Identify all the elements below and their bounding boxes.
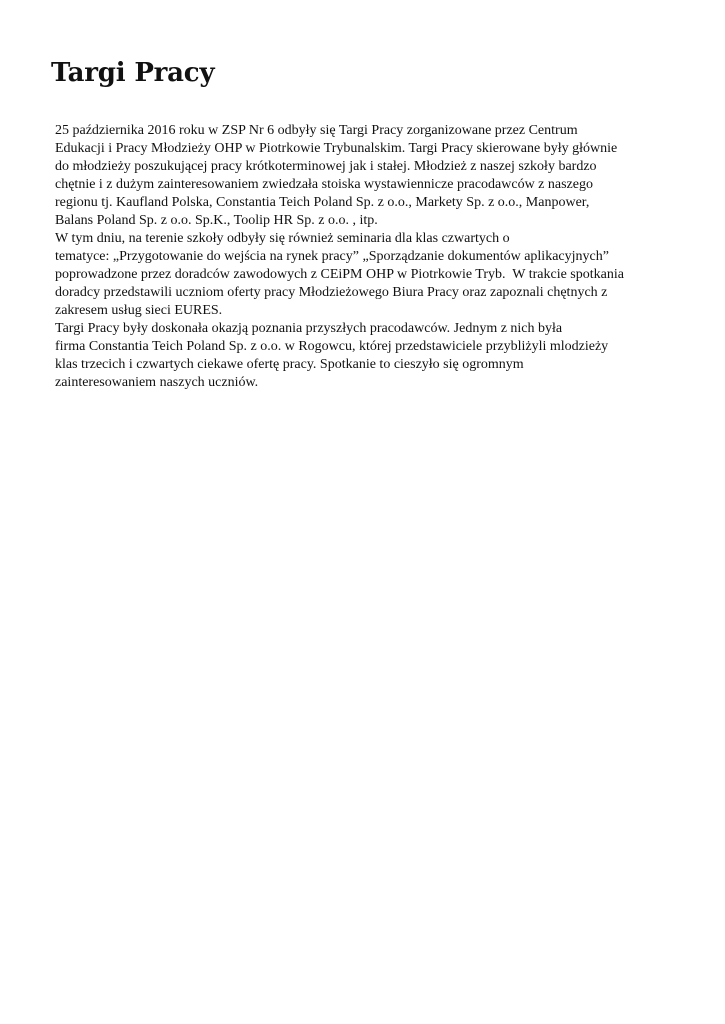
body-line: regionu tj. Kaufland Polska, Constantia Teich Poland Sp. z o.o., Markety Sp. z o.o., Manpower, bbox=[55, 195, 590, 210]
page-title: Targi Pracy bbox=[51, 58, 215, 88]
body-line: poprowadzone przez doradców zawodowych z CEiPM OHP w Piotrkowie Tryb. W trakcie spotkania bbox=[55, 267, 624, 282]
body-line: Balans Poland Sp. z o.o. Sp.K., Toolip HR Sp. z o.o. , itp. bbox=[55, 213, 378, 228]
body-line: do młodzieży poszukującej pracy krótkoterminowej jak i stałej. Młodzież z naszej szkoły bardzo bbox=[55, 159, 597, 174]
body-line: W tym dniu, na terenie szkoły odbyły się również seminaria dla klas czwartych o bbox=[55, 231, 510, 246]
body-line: klas trzecich i czwartych ciekawe ofertę pracy. Spotkanie to cieszyło się ogromnym bbox=[55, 357, 524, 372]
article-body bbox=[55, 122, 680, 392]
body-line: 25 października 2016 roku w ZSP Nr 6 odbyły się Targi Pracy zorganizowane przez Centrum bbox=[55, 123, 578, 138]
body-line: Edukacji i Pracy Młodzieży OHP w Piotrkowie Trybunalskim. Targi Pracy skierowane były głównie bbox=[55, 141, 618, 156]
body-line: chętnie i z dużym zainteresowaniem zwiedzała stoiska wystawiennicze pracodawców z naszego bbox=[55, 177, 593, 192]
body-line: doradcy przedstawili uczniom oferty pracy Młodzieżowego Biura Pracy oraz zapoznali chętnych z bbox=[55, 285, 608, 300]
body-line: zainteresowaniem naszych uczniów. bbox=[55, 375, 259, 390]
body-line: Targi Pracy były doskonała okazją poznania przyszłych pracodawców. Jednym z nich była bbox=[55, 321, 563, 336]
body-line: zakresem usług sieci EURES. bbox=[55, 303, 223, 318]
body-line: firma Constantia Teich Poland Sp. z o.o. w Rogowcu, której przedstawiciele przybliżyli mlodzieży bbox=[55, 339, 609, 354]
body-line: tematyce: „Przygotowanie do wejścia na rynek pracy” „Sporządzanie dokumentów aplikacyjnych” bbox=[55, 249, 609, 264]
